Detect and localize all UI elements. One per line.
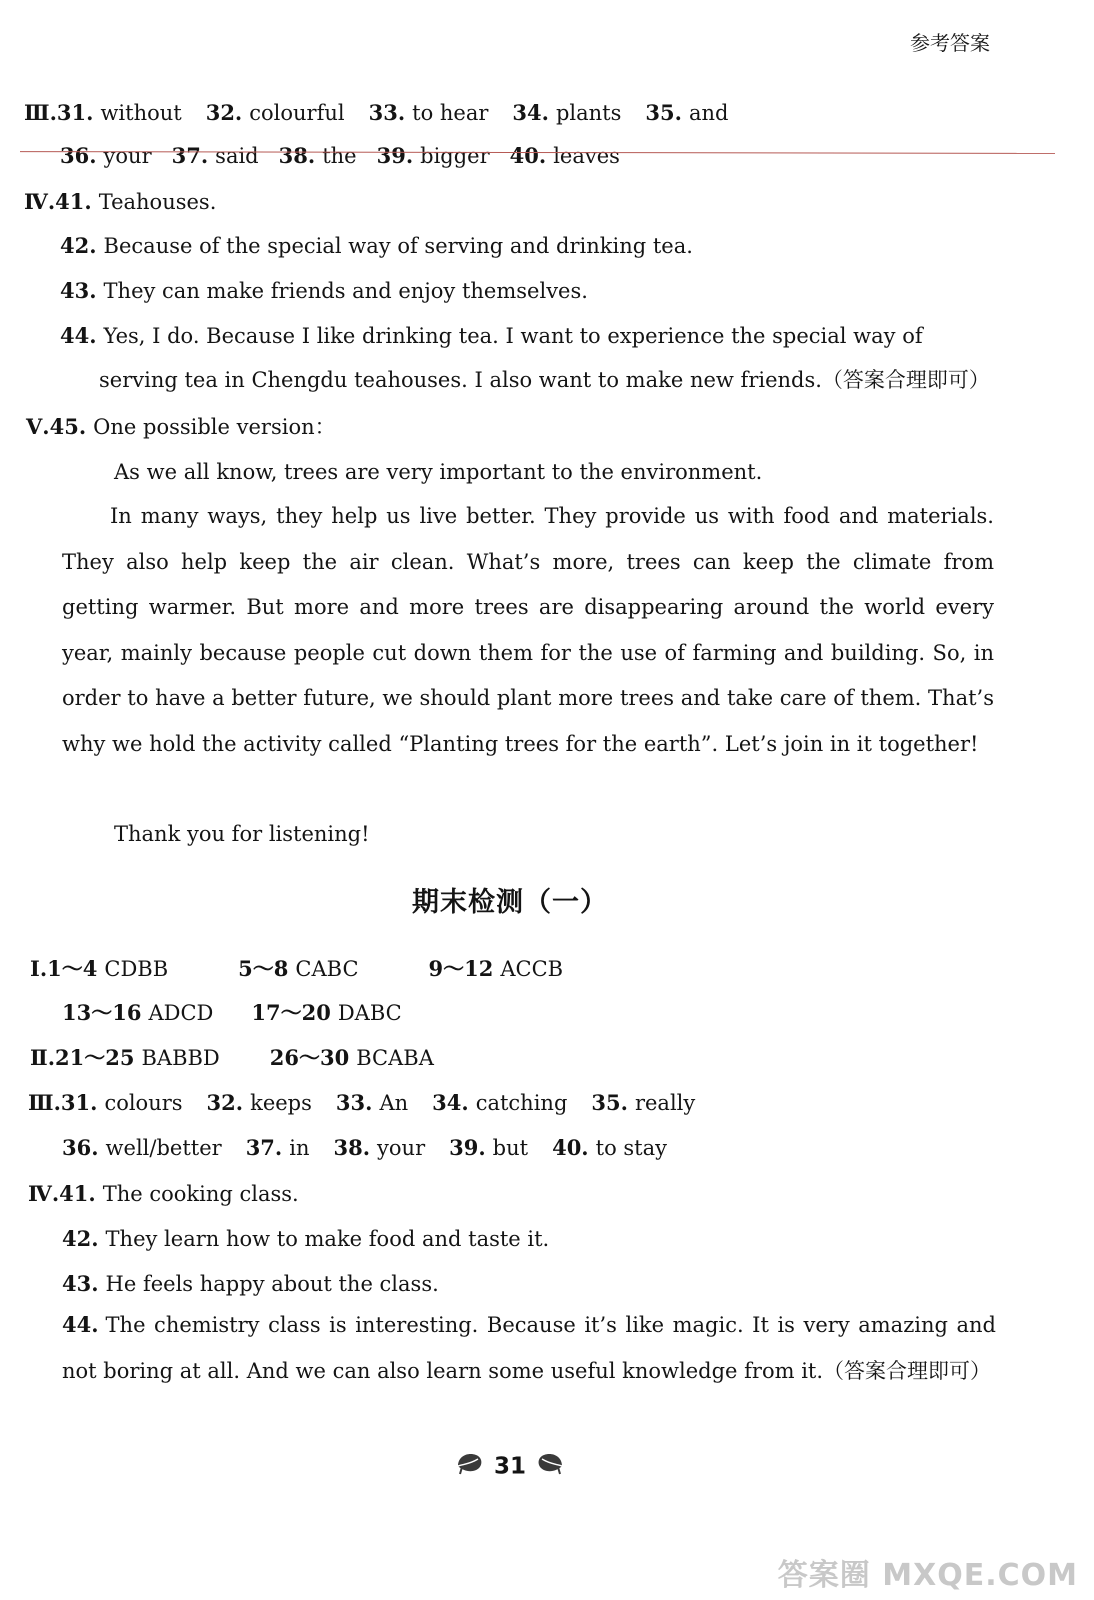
answer-text: One possible version： bbox=[93, 415, 336, 439]
answer-item bbox=[47, 957, 168, 981]
question-number: 34. bbox=[512, 100, 549, 125]
question-number: 40. bbox=[552, 1135, 589, 1160]
question-number: 13～16 bbox=[62, 1000, 142, 1025]
answer-text: ADCD bbox=[148, 1001, 214, 1025]
question-number: 26～30 bbox=[269, 1045, 350, 1070]
roman-numeral: Ⅳ. bbox=[24, 189, 56, 214]
answer-list bbox=[62, 1136, 667, 1160]
answer-text: DABC bbox=[337, 1001, 402, 1025]
answer-item bbox=[369, 101, 489, 125]
question-number: 41. bbox=[55, 189, 92, 214]
question-number: 1～4 bbox=[47, 956, 98, 981]
question-number: 43. bbox=[60, 278, 97, 303]
roman-numeral: Ⅲ. bbox=[24, 100, 57, 125]
section-i-row-2 bbox=[62, 999, 402, 1027]
answer-text: in bbox=[289, 1136, 310, 1160]
section-iii-row-1 bbox=[28, 1089, 695, 1117]
q44-line-2 bbox=[99, 366, 990, 394]
answer-item bbox=[279, 144, 357, 168]
answer-item bbox=[377, 144, 490, 168]
answer-text: Teahouses. bbox=[98, 190, 217, 214]
question-number: 44. bbox=[60, 323, 97, 348]
question-number: 5～8 bbox=[238, 956, 289, 981]
answer-item bbox=[246, 1136, 310, 1160]
answer-text: plants bbox=[555, 101, 622, 125]
answer-text: leaves bbox=[553, 144, 620, 168]
answer-list bbox=[60, 144, 620, 168]
answer-text: but bbox=[492, 1136, 529, 1160]
answer-text: They can make friends and enjoy themselves. bbox=[103, 279, 588, 303]
answer-text: An bbox=[379, 1091, 409, 1115]
answer-text: serving tea in Chengdu teahouses. I also want to make new friends.（答案合理即可） bbox=[99, 368, 990, 392]
answer-item bbox=[552, 1136, 667, 1160]
question-number: 36. bbox=[62, 1135, 99, 1160]
answer-text: to stay bbox=[595, 1136, 667, 1160]
section-iii-row-2 bbox=[62, 1134, 667, 1162]
answer-item bbox=[62, 1136, 222, 1160]
answer-text: Because of the special way of serving and drinking tea. bbox=[103, 234, 693, 258]
answer-text: CDBB bbox=[104, 957, 169, 981]
page-footer bbox=[0, 1452, 1020, 1482]
answer-item bbox=[510, 144, 620, 168]
answer-text: BCABA bbox=[356, 1046, 434, 1070]
question-number: 45. bbox=[49, 414, 87, 439]
answer-item bbox=[645, 101, 728, 125]
question-number: 37. bbox=[171, 143, 209, 168]
question-number: 35. bbox=[645, 100, 682, 125]
roman-numeral: Ⅴ. bbox=[26, 414, 50, 439]
page-header: 参考答案 bbox=[910, 31, 990, 55]
question-number: 42. bbox=[60, 233, 97, 258]
question-number: 34. bbox=[432, 1090, 469, 1115]
answer-text: and bbox=[688, 101, 729, 125]
answer-item bbox=[429, 957, 564, 981]
section-iii-row-1 bbox=[24, 99, 728, 127]
answer-list bbox=[47, 957, 563, 981]
section-i-row-1 bbox=[30, 955, 563, 983]
answer-item bbox=[207, 1091, 312, 1115]
essay-paragraph-3: Thank you for listening! bbox=[114, 822, 370, 846]
q44-block bbox=[62, 1302, 996, 1394]
question-number: 32. bbox=[205, 100, 243, 125]
q43-line bbox=[62, 1270, 439, 1298]
answer-text: The chemistry class is interesting. Because it’s like magic. It is very amazing and not boring at all. And we can also learn some useful knowledge from it.（答案合理即可） bbox=[62, 1313, 996, 1383]
section-ii-row bbox=[30, 1044, 434, 1072]
answer-text: your bbox=[103, 144, 152, 168]
question-number: 33. bbox=[335, 1090, 373, 1115]
answer-text: said bbox=[215, 144, 259, 168]
answer-text: colours bbox=[104, 1091, 183, 1115]
q45-line bbox=[26, 413, 336, 441]
answer-text: CABC bbox=[295, 957, 359, 981]
page-number: 31 bbox=[493, 1453, 526, 1480]
question-number: 35. bbox=[591, 1090, 628, 1115]
answer-item bbox=[251, 1001, 401, 1025]
answer-item bbox=[270, 1046, 434, 1070]
question-number: 43. bbox=[62, 1271, 99, 1296]
answer-item bbox=[57, 101, 182, 125]
question-number: 44. bbox=[62, 1312, 99, 1337]
answer-item bbox=[172, 144, 259, 168]
roman-numeral: Ⅲ. bbox=[28, 1090, 61, 1115]
q42-line bbox=[62, 1225, 549, 1253]
essay-paragraph-2: In many ways, they help us live better. They provide us with food and materials. They also help keep the air clean. What’s more, trees can keep the climate from getting warmer. But more and more trees are disappearing around the world every year, mainly because people cut down them for the use of farming and building. So, in order to have a better future, we should plant more trees and take care of them. That’s why we hold the activity called “Planting trees for the earth”. Let’s join in it together! bbox=[62, 504, 994, 756]
answer-item bbox=[55, 1046, 220, 1070]
question-number: 31. bbox=[60, 1090, 98, 1115]
answer-text: BABBD bbox=[141, 1046, 220, 1070]
answer-text: to hear bbox=[412, 101, 489, 125]
answer-text: without bbox=[100, 101, 182, 125]
question-number: 21～25 bbox=[55, 1045, 135, 1070]
section-iii-row-2 bbox=[60, 142, 620, 170]
watermark: 答案圈 MXQE.COM bbox=[777, 1558, 1078, 1593]
question-number: 39. bbox=[376, 143, 414, 168]
answer-text: They learn how to make food and taste it. bbox=[105, 1227, 550, 1251]
question-number: 33. bbox=[368, 100, 406, 125]
answer-text: colourful bbox=[249, 101, 345, 125]
answer-text: Yes, I do. Because I like drinking tea. I want to experience the special way of bbox=[103, 324, 923, 348]
question-number: 31. bbox=[56, 100, 94, 125]
answer-list bbox=[61, 1091, 695, 1115]
question-number: 38. bbox=[278, 143, 316, 168]
section-title: 期末检测（一） bbox=[412, 887, 608, 918]
question-number: 41. bbox=[59, 1181, 96, 1206]
answer-item bbox=[238, 957, 358, 981]
essay-paragraph-1: As we all know, trees are very important to the environment. bbox=[114, 460, 763, 484]
question-number: 37. bbox=[245, 1135, 283, 1160]
question-number: 40. bbox=[509, 143, 547, 168]
answer-text: bigger bbox=[420, 144, 490, 168]
answer-item bbox=[336, 1091, 408, 1115]
roman-numeral: Ⅳ. bbox=[28, 1181, 60, 1206]
answer-item bbox=[512, 101, 621, 125]
answer-text: keeps bbox=[250, 1091, 312, 1115]
answer-text: ACCB bbox=[500, 957, 564, 981]
q41-line bbox=[24, 188, 216, 216]
roman-numeral: Ⅱ. bbox=[30, 1045, 56, 1070]
answer-item bbox=[62, 1001, 213, 1025]
answer-text: catching bbox=[475, 1091, 568, 1115]
answer-item bbox=[333, 1136, 425, 1160]
question-number: 42. bbox=[62, 1226, 99, 1251]
answer-list bbox=[62, 1001, 402, 1025]
answer-text: The cooking class. bbox=[102, 1182, 299, 1206]
question-number: 9～12 bbox=[428, 956, 494, 981]
q43-line bbox=[60, 277, 588, 305]
answer-item bbox=[206, 101, 345, 125]
answer-item bbox=[449, 1136, 528, 1160]
q41-line bbox=[28, 1180, 299, 1208]
answer-text: really bbox=[634, 1091, 696, 1115]
answer-text: He feels happy about the class. bbox=[105, 1272, 439, 1296]
answer-item bbox=[60, 144, 152, 168]
question-number: 17～20 bbox=[251, 1000, 331, 1025]
answer-text: your bbox=[377, 1136, 426, 1160]
question-number: 32. bbox=[206, 1090, 244, 1115]
leaf-icon bbox=[456, 1452, 484, 1482]
answer-item bbox=[432, 1091, 567, 1115]
answer-item bbox=[61, 1091, 183, 1115]
leaf-icon bbox=[536, 1452, 564, 1482]
answer-text: well/better bbox=[105, 1136, 222, 1160]
answer-list bbox=[57, 101, 729, 125]
answer-list bbox=[55, 1046, 434, 1070]
answer-item bbox=[591, 1091, 695, 1115]
q44-line-1 bbox=[60, 322, 995, 350]
question-number: 39. bbox=[449, 1135, 486, 1160]
answer-text: the bbox=[322, 144, 357, 168]
question-number: 36. bbox=[60, 143, 97, 168]
q42-line bbox=[60, 232, 693, 260]
question-number: 38. bbox=[333, 1135, 371, 1160]
roman-numeral: Ⅰ. bbox=[30, 956, 48, 981]
